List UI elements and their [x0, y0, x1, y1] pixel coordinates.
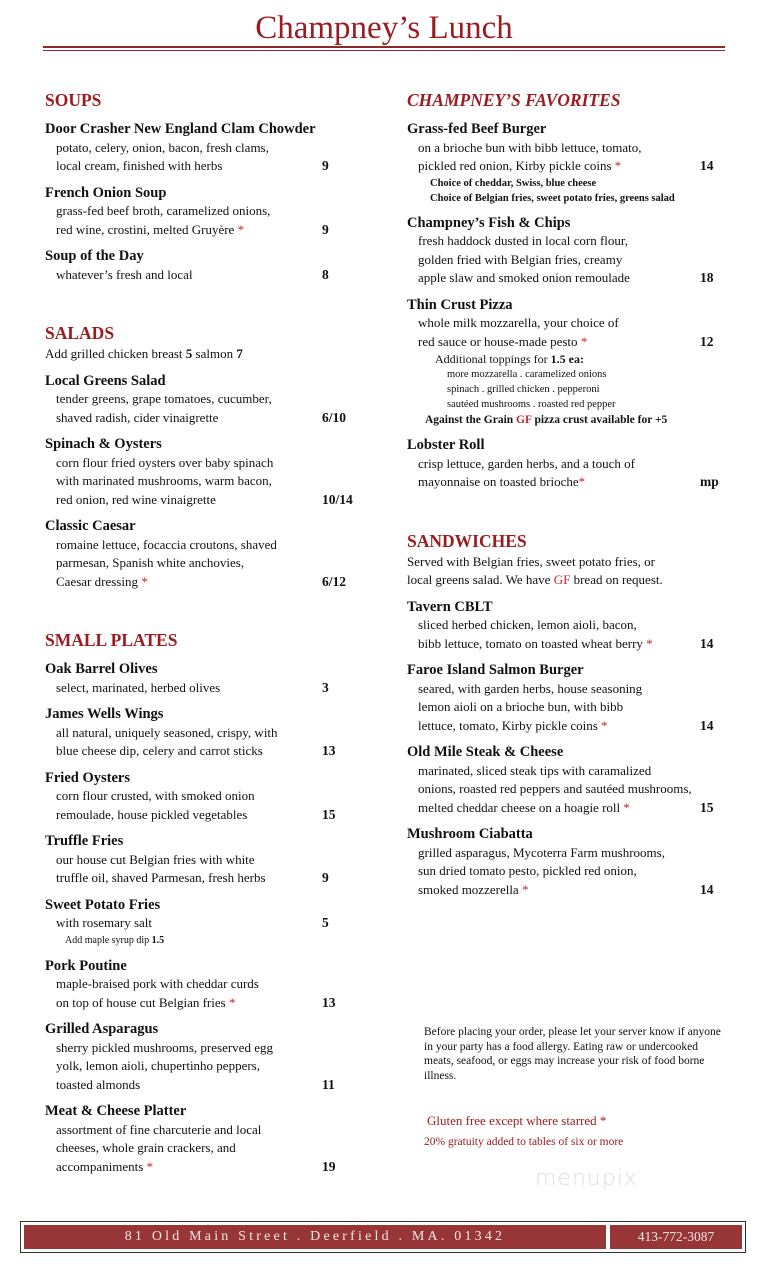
item-description: marinated, sliced steak tips with caramalized: [418, 762, 652, 778]
menu-item: [45, 435, 353, 509]
item-price: 13: [322, 994, 336, 1010]
text-segment: on top of house cut Belgian fries: [56, 994, 229, 1010]
red-text: *: [228, 994, 236, 1010]
text-segment: Add maple syrup dip: [65, 934, 152, 946]
item-price: 6/10: [322, 409, 347, 425]
red-text: *: [614, 158, 622, 173]
text-segment: Caesar dressing: [56, 573, 142, 589]
section-heading: CHAMPNEY’S FAVORITES: [407, 90, 621, 110]
item-description: sliced herbed chicken, lemon aioli, bacon,: [418, 617, 637, 632]
watermark-logo: menupix: [535, 1166, 638, 1191]
menu-section: [407, 529, 727, 900]
item-name: Champney’s Fish & Chips: [407, 214, 571, 231]
red-text: *: [601, 717, 608, 733]
item-price: mp: [700, 474, 719, 489]
item-name: Thin Crust Pizza: [407, 296, 513, 313]
item-description: [45, 1158, 345, 1177]
item-description: sun dried tomato pesto, pickled red onion,: [418, 863, 637, 878]
item-description: tender greens, grape tomatoes, cucumber,: [56, 391, 272, 406]
item-description: on a brioche bun with bibb lettuce, tomato,: [418, 139, 642, 155]
item-description: [407, 157, 727, 176]
section-subtitle: [407, 571, 727, 590]
item-name: Mushroom Ciabatta: [407, 826, 533, 842]
text-segment: 5: [185, 346, 193, 361]
menu-section: [45, 88, 345, 284]
text-segment: 1.5: [550, 352, 566, 366]
item-description: fresh haddock dusted in local corn flour,: [418, 233, 628, 248]
item-name: Grilled Asparagus: [45, 1021, 159, 1037]
menu-section: [45, 321, 353, 591]
topping-options: more mozzarella . caramelized onions: [447, 369, 607, 380]
item-description: all natural, uniquely seasoned, crispy, with: [56, 724, 278, 740]
red-text: *: [623, 799, 630, 815]
item-description: yolk, lemon aioli, chupertinho peppers,: [56, 1058, 260, 1073]
red-text: GF: [516, 414, 532, 426]
item-name: Local Greens Salad: [45, 372, 166, 389]
item-description: red onion, red wine vinaigrette 10/14: [45, 491, 345, 510]
text-segment: red wine, crostini, melted Gruyère: [56, 221, 238, 237]
item-name: Truffle Fries: [45, 833, 124, 849]
item-choice: Choice of Belgian fries, sweet potato fries, greens salad: [430, 192, 675, 204]
menu-section: [407, 88, 727, 492]
red-text: *: [521, 881, 529, 897]
item-name: French Onion Soup: [45, 184, 167, 201]
menu-item: [407, 214, 727, 288]
section-subtitle: Served with Belgian fries, sweet potato fries, or: [407, 553, 656, 569]
item-description: lemon aioli on a brioche bun, with bibb: [418, 699, 624, 714]
item-description: [407, 635, 727, 654]
text-segment: red sauce or house-made pesto: [418, 333, 581, 349]
item-description: [407, 799, 727, 818]
text-segment: salmon: [192, 346, 237, 361]
menu-item: [45, 1020, 345, 1094]
text-segment: 7: [236, 346, 243, 361]
item-price: 15: [322, 806, 336, 822]
item-price: 6/12: [322, 573, 347, 589]
menu-item: [45, 120, 345, 176]
menu-item: [45, 896, 345, 949]
item-description: potato, celery, onion, bacon, fresh clams,: [56, 139, 269, 155]
item-name: Meat & Cheese Platter: [45, 1103, 187, 1119]
item-description: golden fried with Belgian fries, creamy: [418, 251, 623, 267]
item-name: Faroe Island Salmon Burger: [407, 662, 584, 678]
item-description: assortment of fine charcuterie and local: [56, 1121, 262, 1137]
footer-bar: [20, 1221, 746, 1253]
item-description: corn flour crusted, with smoked onion: [56, 788, 255, 803]
item-price: 14: [700, 158, 714, 173]
text-segment: accompaniments: [56, 1158, 147, 1174]
item-description: whole milk mozzarella, your choice of: [418, 315, 619, 330]
item-description: local cream, finished with herbs 9: [45, 157, 345, 176]
item-description: [45, 221, 345, 240]
menu-item: [407, 120, 727, 206]
item-name: Lobster Roll: [407, 437, 485, 453]
item-name: James Wells Wings: [45, 706, 164, 722]
item-price: 18: [700, 270, 714, 285]
item-description: shaved radish, cider vinaigrette 6/10: [45, 409, 345, 428]
item-name: Fried Oysters: [45, 769, 130, 786]
item-description: apple slaw and smoked onion remoulade 18: [407, 269, 727, 288]
menu-item: [45, 660, 345, 697]
text-segment: pickled red onion, Kirby pickle coins: [418, 158, 615, 173]
item-price: 14: [700, 881, 714, 897]
menu-item: [45, 832, 345, 888]
text-segment: melted cheddar cheese on a hoagie roll: [418, 799, 624, 815]
item-addon: [45, 933, 345, 949]
text-segment: bibb lettuce, tomato on toasted wheat berry: [418, 635, 647, 651]
menu-item: [407, 743, 727, 817]
item-price: 9: [322, 158, 329, 173]
item-price: 9: [322, 870, 329, 885]
text-segment: ea:: [565, 352, 584, 366]
item-price: 14: [700, 717, 714, 733]
item-name: Door Crasher New England Clam Chowder: [45, 121, 316, 137]
item-description: romaine lettuce, focaccia croutons, shaved: [56, 536, 277, 552]
item-name: Grass-fed Beef Burger: [407, 121, 547, 137]
menu-item: [45, 769, 345, 825]
item-description: our house cut Belgian fries with white: [56, 851, 255, 867]
text-segment: mayonnaise on toasted brioche: [418, 474, 579, 489]
item-description: whatever’s fresh and local 8: [45, 266, 345, 285]
red-text: *: [646, 635, 653, 651]
red-text: *: [580, 333, 588, 349]
text-segment: smoked mozzerella: [418, 881, 522, 897]
item-name: Tavern CBLT: [407, 598, 493, 615]
red-text: *: [578, 474, 586, 489]
gf-crust-note: [407, 412, 727, 428]
text-segment: Additional toppings for: [435, 352, 551, 366]
item-description: remoulade, house pickled vegetables 15: [45, 806, 345, 825]
footer-address: 81 Old Main Street . Deerfield . MA. 01342: [24, 1225, 606, 1249]
menu-item: [407, 436, 727, 492]
item-name: Soup of the Day: [45, 248, 144, 264]
item-description: grass-fed beef broth, caramelized onions,: [56, 203, 271, 218]
item-name: Pork Poutine: [45, 957, 127, 974]
section-heading: SMALL PLATES: [45, 630, 178, 650]
menu-item: [45, 705, 345, 761]
title-divider: [43, 50, 725, 51]
topping-options: spinach . grilled chicken . pepperoni: [447, 384, 600, 395]
text-segment: bread on request.: [570, 572, 663, 587]
item-description: with rosemary salt 5: [45, 914, 345, 933]
item-description: with marinated mushrooms, warm bacon,: [56, 473, 272, 488]
section-heading: SANDWICHES: [407, 530, 527, 551]
item-choice: Choice of cheddar, Swiss, blue cheese: [430, 177, 597, 189]
item-description: onions, roasted red peppers and sautéed mushrooms,: [418, 781, 692, 796]
toppings-header: [407, 351, 727, 367]
red-text: *: [141, 573, 148, 589]
menu-item: [45, 247, 345, 284]
item-name: Oak Barrel Olives: [45, 661, 158, 677]
item-price: 13: [322, 743, 336, 758]
item-description: [45, 994, 345, 1013]
item-description: select, marinated, herbed olives 3: [45, 679, 345, 698]
menu-item: [407, 825, 727, 899]
text-segment: Add grilled chicken breast: [45, 346, 186, 361]
section-subtitle: [45, 345, 345, 364]
item-name: Sweet Potato Fries: [45, 896, 161, 913]
item-name: Spinach & Oysters: [45, 436, 162, 452]
menu-item: [45, 957, 345, 1013]
item-name: Classic Caesar: [45, 518, 136, 534]
item-description: parmesan, Spanish white anchovies,: [56, 555, 245, 570]
item-name: Old Mile Steak & Cheese: [407, 744, 564, 760]
item-description: blue cheese dip, celery and carrot sticks 13: [45, 742, 345, 761]
menu-item: [45, 1102, 345, 1176]
left-column: [45, 88, 353, 1176]
item-price: 5: [322, 915, 329, 930]
menu-item: [45, 184, 345, 240]
item-description: [407, 717, 727, 736]
section-heading: SALADS: [45, 323, 115, 343]
menu-item: [407, 661, 727, 735]
item-description: truffle oil, shaved Parmesan, fresh herbs 9: [45, 869, 345, 888]
text-segment: lettuce, tomato, Kirby pickle coins: [418, 717, 602, 733]
text-segment: 1.5: [151, 934, 165, 946]
red-text: *: [146, 1158, 154, 1174]
text-segment: pizza crust available for +5: [531, 414, 668, 426]
item-description: toasted almonds 11: [45, 1076, 345, 1095]
item-description: maple-braised pork with cheddar curds: [56, 976, 259, 991]
red-text: *: [237, 221, 245, 237]
item-description: crisp lettuce, garden herbs, and a touch of: [418, 455, 635, 471]
menu-item: [407, 296, 727, 429]
menu-item: [45, 372, 345, 428]
section-heading: SOUPS: [45, 90, 102, 110]
item-price: 12: [700, 333, 714, 349]
gluten-free-note: Gluten free except where starred *: [427, 1113, 607, 1128]
item-price: 19: [322, 1158, 336, 1174]
item-price: 8: [322, 266, 329, 282]
item-description: [407, 473, 727, 492]
item-description: corn flour fried oysters over baby spinach: [56, 454, 274, 470]
item-price: 3: [322, 679, 329, 695]
allergy-notice: Before placing your order, please let your server know if anyone in your party has a food allergy. Eating raw or undercooked meats, seafood, or eggs may increase your risk of food borne illness.: [424, 1026, 721, 1082]
menu-section: [45, 628, 345, 1176]
menu-item: [45, 517, 345, 591]
item-description: [45, 573, 345, 592]
item-price: 10/14: [322, 491, 353, 507]
menu-item: [407, 598, 727, 654]
text-segment: local greens salad. We have: [407, 572, 554, 587]
item-description: [407, 333, 727, 352]
item-description: seared, with garden herbs, house seasoning: [418, 680, 643, 696]
footer-phone: 413-772-3087: [610, 1225, 742, 1249]
gratuity-note: 20% gratuity added to tables of six or more: [424, 1136, 624, 1148]
title-divider: [43, 46, 725, 48]
text-segment: Against the Grain: [425, 414, 517, 426]
topping-options: sautéed mushrooms . roasted red pepper: [447, 399, 616, 410]
item-price: 9: [322, 221, 329, 237]
item-description: cheeses, whole grain crackers, and: [56, 1140, 236, 1155]
right-column: [407, 88, 727, 899]
item-description: grilled asparagus, Mycoterra Farm mushrooms,: [418, 844, 665, 860]
red-text: GF: [553, 572, 571, 587]
item-price: 14: [700, 635, 714, 651]
item-description: sherry pickled mushrooms, preserved egg: [56, 1039, 273, 1055]
item-price: 15: [700, 799, 714, 815]
item-description: [407, 881, 727, 900]
menu-title: Champney’s Lunch: [255, 10, 513, 46]
item-price: 11: [322, 1076, 335, 1092]
